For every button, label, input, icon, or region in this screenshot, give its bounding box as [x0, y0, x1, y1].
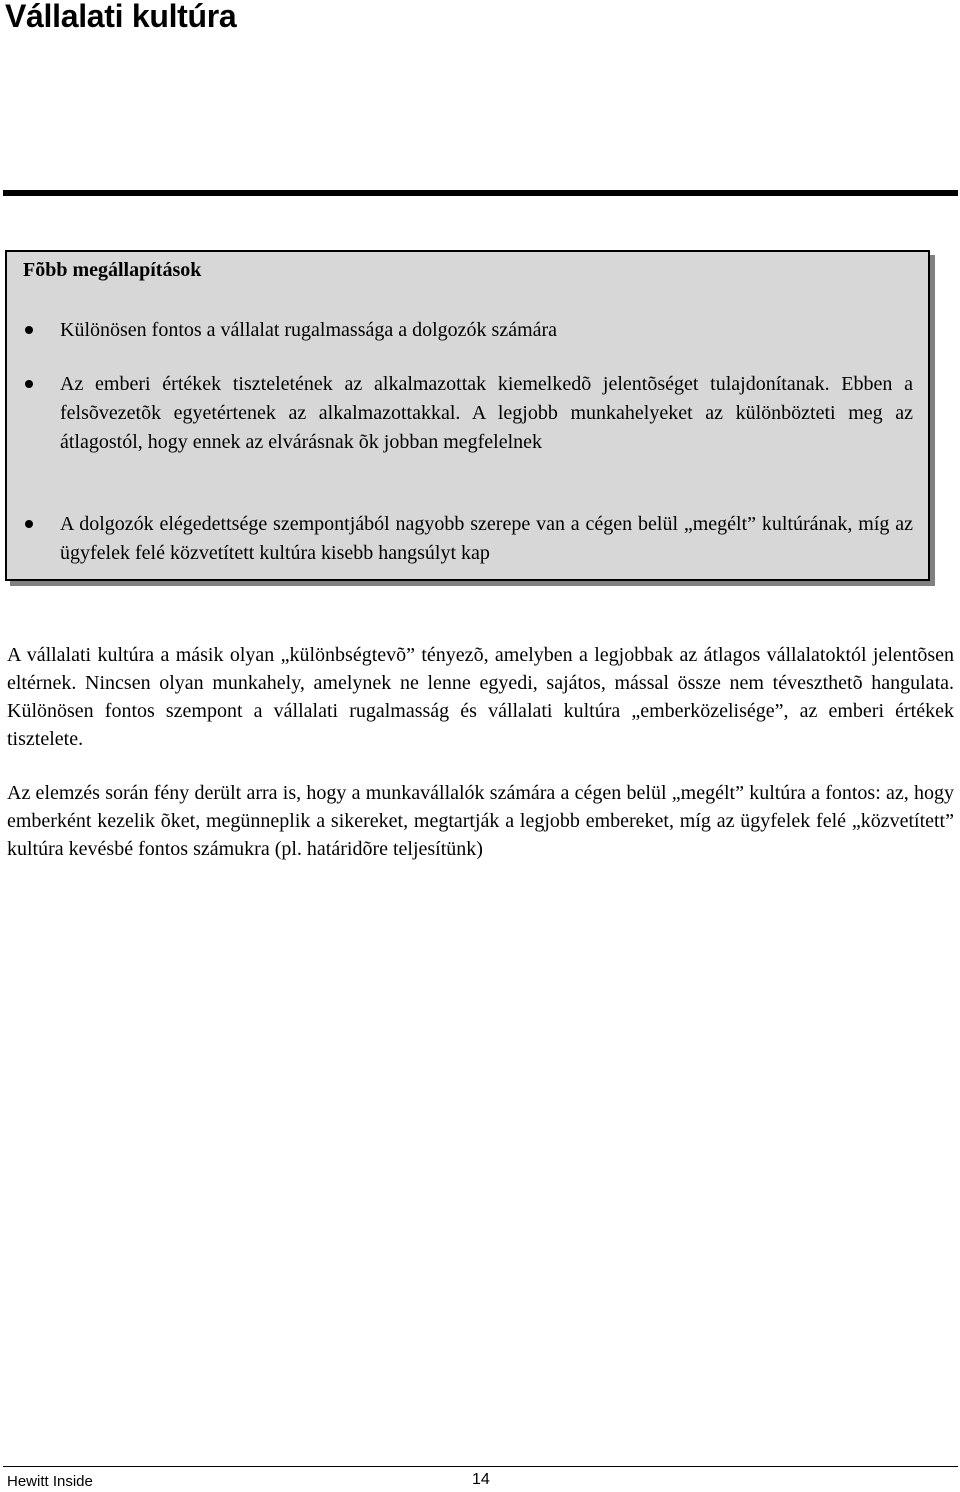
title-divider	[3, 190, 958, 196]
body-paragraph-2: Az elemzés során fény derült arra is, hogy a munkavállalók számára a cégen belül „megélt” kultúra a fontos: az, hogy emberként kezelik õket, megünneplik a sikereket, megtartják a legjobb embereket, míg az ügyfelek felé „közvetített” kultúra kevésbé fontos számukra (pl. határidõre teljesítünk)	[7, 782, 954, 860]
key-findings-heading: Fõbb megállapítások	[23, 259, 202, 281]
footer-divider	[3, 1466, 958, 1467]
body-paragraph-1: A vállalati kultúra a másik olyan „különbségtevõ” tényezõ, amelyben a legjobbak az átlagos vállalatoktól jelentõsen eltérnek. Nincsen olyan munkahely, amelynek ne lenne egyedi, sajátos, mással össze nem téveszthetõ hangulata. Különösen fontos szempont a vállalati rugalmasság és vállalati kultúra „emberközelisége”, az emberi értékek tisztelete.	[7, 644, 954, 750]
finding-item-2: Az emberi értékek tiszteletének az alkalmazottak kiemelkedõ jelentõséget tulajdonítanak. Ebben a felsõvezetõk egyetértenek az alkalmazottakkal. A legjobb munkahelyeket az különbözteti meg az átlagostól, hogy ennek az elvárásnak õk jobban megfelelnek	[60, 370, 913, 457]
footer-publication-name: Hewitt Inside	[7, 1473, 93, 1490]
page-number: 14	[472, 1471, 490, 1488]
page-title: Vállalati kultúra	[5, 0, 237, 34]
finding-item-1: Különösen fontos a vállalat rugalmassága a dolgozók számára	[60, 316, 913, 345]
finding-item-3: A dolgozók elégedettsége szempontjából nagyobb szerepe van a cégen belül „megélt” kultúrának, míg az ügyfelek felé közvetített kultúra kisebb hangsúlyt kap	[60, 510, 913, 568]
